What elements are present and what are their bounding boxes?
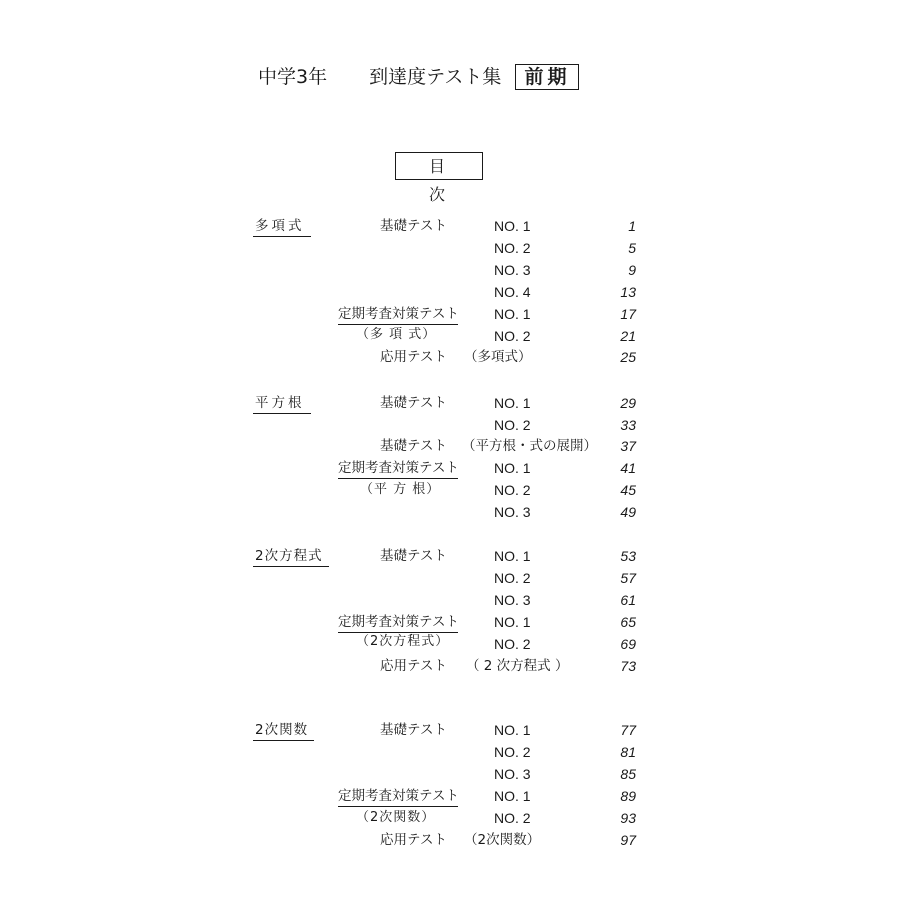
page-number: 53 xyxy=(620,548,636,564)
entry-number: NO. 2 xyxy=(494,482,531,498)
entry-label: 基礎テスト xyxy=(380,395,447,411)
entry-sublabel: （2次関数） xyxy=(356,810,436,825)
page-number: 93 xyxy=(620,810,636,826)
page-number: 89 xyxy=(620,788,636,804)
section-title-quadratic-function: 2次関数 xyxy=(255,722,309,738)
entry-number: NO. 1 xyxy=(494,788,531,804)
entry-number: NO. 3 xyxy=(494,262,531,278)
entry-label: 基礎テスト xyxy=(380,218,447,234)
page-number: 61 xyxy=(620,592,636,608)
page-number: 17 xyxy=(620,306,636,322)
entry-label-underlined: 定期考査対策テスト xyxy=(338,306,459,322)
page-number: 81 xyxy=(620,744,636,760)
entry-label: 基礎テスト xyxy=(380,438,447,454)
page-number: 41 xyxy=(620,460,636,476)
page-number: 85 xyxy=(620,766,636,782)
entry-number: NO. 1 xyxy=(494,460,531,476)
entry-label-underlined: 定期考査対策テスト xyxy=(338,460,459,476)
toc-title: 目 次 xyxy=(395,152,483,180)
section-title-polynomial: 多項式 xyxy=(255,218,305,234)
page-number: 37 xyxy=(620,438,636,454)
page-number: 33 xyxy=(620,417,636,433)
entry-label: 基礎テスト xyxy=(380,722,447,738)
entry-label-underlined: 定期考査対策テスト xyxy=(338,788,459,804)
entry-number: NO. 1 xyxy=(494,722,531,738)
entry-sublabel: （平 方 根） xyxy=(360,482,441,497)
term-badge: 前期 xyxy=(515,64,579,90)
page-number: 25 xyxy=(620,349,636,365)
collection-name: 到達度テスト集 xyxy=(369,66,502,88)
page-number: 69 xyxy=(620,636,636,652)
entry-number: NO. 4 xyxy=(494,284,531,300)
page-number: 9 xyxy=(628,262,636,278)
entry-number: NO. 1 xyxy=(494,548,531,564)
entry-number: NO. 2 xyxy=(494,417,531,433)
entry-number: NO. 2 xyxy=(494,636,531,652)
entry-number: NO. 3 xyxy=(494,766,531,782)
entry-number: NO. 1 xyxy=(494,395,531,411)
page-number: 13 xyxy=(620,284,636,300)
entry-label: 応用テスト xyxy=(380,658,447,674)
page-number: 5 xyxy=(628,240,636,256)
entry-label-underlined: 定期考査対策テスト xyxy=(338,614,459,630)
entry-label: 基礎テスト xyxy=(380,548,447,564)
page-number: 21 xyxy=(620,328,636,344)
page-number: 1 xyxy=(628,218,636,234)
entry-number: NO. 1 xyxy=(494,218,531,234)
entry-sublabel: （2次関数） xyxy=(464,832,541,848)
entry-sublabel: （多項式） xyxy=(464,349,532,365)
entry-number: NO. 2 xyxy=(494,570,531,586)
entry-number: NO. 3 xyxy=(494,592,531,608)
page-number: 73 xyxy=(620,658,636,674)
document-title xyxy=(258,62,579,90)
entry-number: NO. 2 xyxy=(494,810,531,826)
section-title-quadratic-equation: 2次方程式 xyxy=(255,548,323,564)
entry-number: NO. 1 xyxy=(494,614,531,630)
page-number: 77 xyxy=(620,722,636,738)
page-number: 57 xyxy=(620,570,636,586)
entry-number: NO. 2 xyxy=(494,240,531,256)
entry-sublabel: （多 項 式） xyxy=(356,327,437,342)
entry-label: 応用テスト xyxy=(380,832,447,848)
entry-label: 応用テスト xyxy=(380,349,447,365)
page-number: 49 xyxy=(620,504,636,520)
entry-number: NO. 2 xyxy=(494,328,531,344)
page-number: 97 xyxy=(620,832,636,848)
grade-label: 中学3年 xyxy=(258,66,328,88)
entry-number: NO. 3 xyxy=(494,504,531,520)
page-number: 45 xyxy=(620,482,636,498)
entry-sublabel: （平方根・式の展開） xyxy=(462,438,597,454)
page-number: 29 xyxy=(620,395,636,411)
section-title-square-root: 平方根 xyxy=(255,395,305,411)
entry-sublabel: （ 2 次方程式 ） xyxy=(466,658,569,674)
entry-sublabel: （2次方程式） xyxy=(356,634,450,649)
entry-number: NO. 1 xyxy=(494,306,531,322)
entry-number: NO. 2 xyxy=(494,744,531,760)
page-number: 65 xyxy=(620,614,636,630)
